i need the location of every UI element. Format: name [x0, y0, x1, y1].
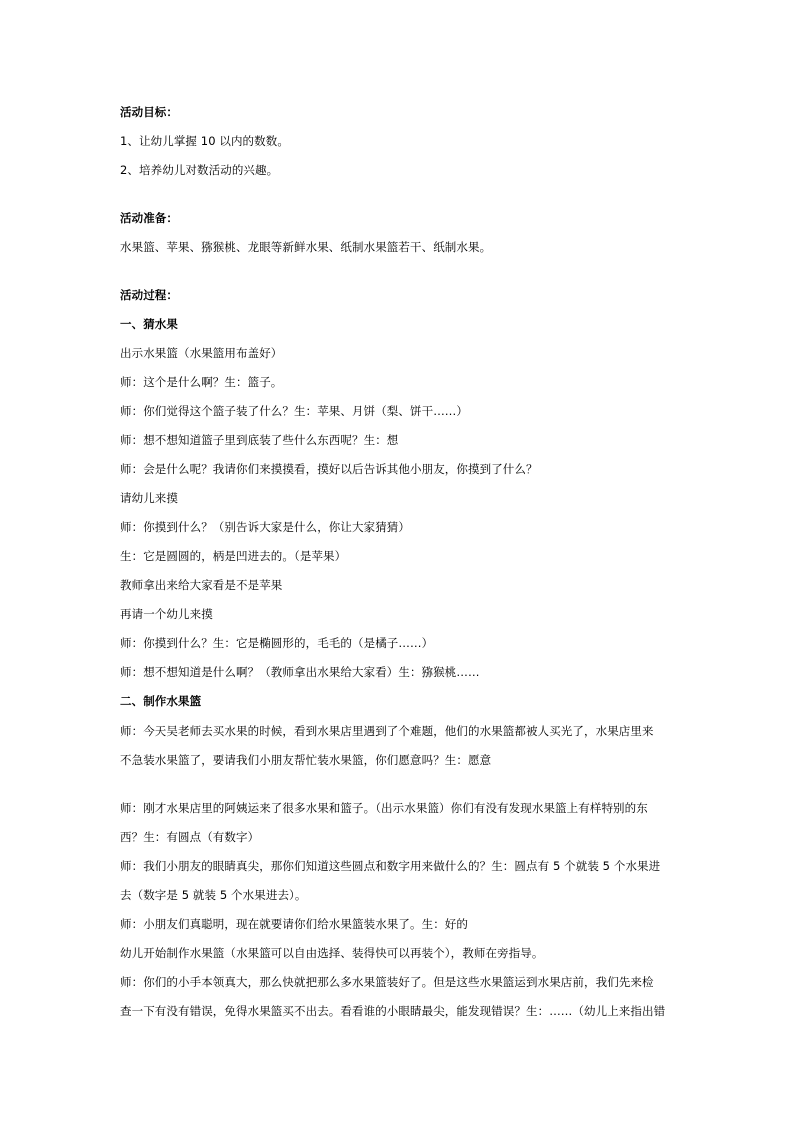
part1-line: 请幼儿来摸 [120, 491, 178, 505]
part1-line: 师：这个是什么啊？生：篮子。 [120, 375, 283, 389]
part1-line: 师：想不想知道篮子里到底装了些什么东西呢？生：想 [120, 433, 399, 447]
process-heading: 活动过程： [120, 288, 178, 302]
part2-line: 不急装水果篮了，要请我们小朋友帮忙装水果篮，你们愿意吗？生：愿意 [120, 753, 492, 767]
part2-line: 师：刚才水果店里的阿姨运来了很多水果和篮子。（出示水果篮）你们有没有发现水果篮上有样特别的东 [120, 801, 648, 815]
part2-line: 西？生：有圆点（有数字） [120, 830, 260, 844]
part2-line: 幼儿开始制作水果篮（水果篮可以自由选择、装得快可以再装个），教师在旁指导。 [120, 946, 544, 960]
goal-item-1: 1、让幼儿掌握 10 以内的数数。 [120, 134, 289, 148]
goal-heading: 活动目标： [120, 105, 178, 119]
part1-line: 师：你摸到什么？生：它是椭圆形的，毛毛的（是橘子……） [120, 636, 434, 650]
part2-line: 师：小朋友们真聪明，现在就要请你们给水果篮装水果了。生：好的 [120, 917, 468, 931]
part1-line: 出示水果篮（水果篮用布盖好） [120, 346, 283, 360]
part2-line: 师：我们小朋友的眼睛真尖，那你们知道这些圆点和数字用来做什么的？生：圆点有 5 个就装 5 个水果进 [120, 859, 661, 873]
part2-line: 去（数字是 5 就装 5 个水果进去）。 [120, 888, 307, 902]
part2-line: 师：你们的小手本领真大，那么快就把那么多水果篮装好了。但是这些水果篮运到水果店前，我们先来检 [120, 975, 654, 989]
prep-heading: 活动准备： [120, 211, 178, 225]
part1-line: 师：会是什么呢？我请你们来摸摸看，摸好以后告诉其他小朋友，你摸到了什么？ [120, 462, 538, 476]
part2-title: 二、制作水果篮 [120, 694, 202, 708]
part1-line: 师：想不想知道是什么啊？（教师拿出水果给大家看）生：猕猴桃…… [120, 665, 480, 679]
part2-line: 师：今天吴老师去买水果的时候，看到水果店里遇到了个难题，他们的水果篮都被人买光了，水果店里来 [120, 724, 654, 738]
prep-text: 水果篮、苹果、猕猴桃、龙眼等新鲜水果、纸制水果篮若干、纸制水果。 [120, 240, 492, 254]
part1-line: 师：你们觉得这个篮子装了什么？生：苹果、月饼（梨、饼干……） [120, 404, 468, 418]
part1-line: 师：你摸到什么？（别告诉大家是什么，你让大家猜猜） [120, 520, 410, 534]
part1-line: 生：它是圆圆的，柄是凹进去的。（是苹果） [120, 549, 347, 563]
part1-line: 教师拿出来给大家看是不是苹果 [120, 578, 283, 592]
part1-title: 一、猜水果 [120, 317, 178, 331]
goal-item-2: 2、培养幼儿对数活动的兴趣。 [120, 163, 279, 177]
part2-line: 查一下有没有错误，免得水果篮买不出去。看看谁的小眼睛最尖，能发现错误？生：……（幼儿上来指出错 [120, 1004, 666, 1018]
part1-line: 再请一个幼儿来摸 [120, 607, 213, 621]
